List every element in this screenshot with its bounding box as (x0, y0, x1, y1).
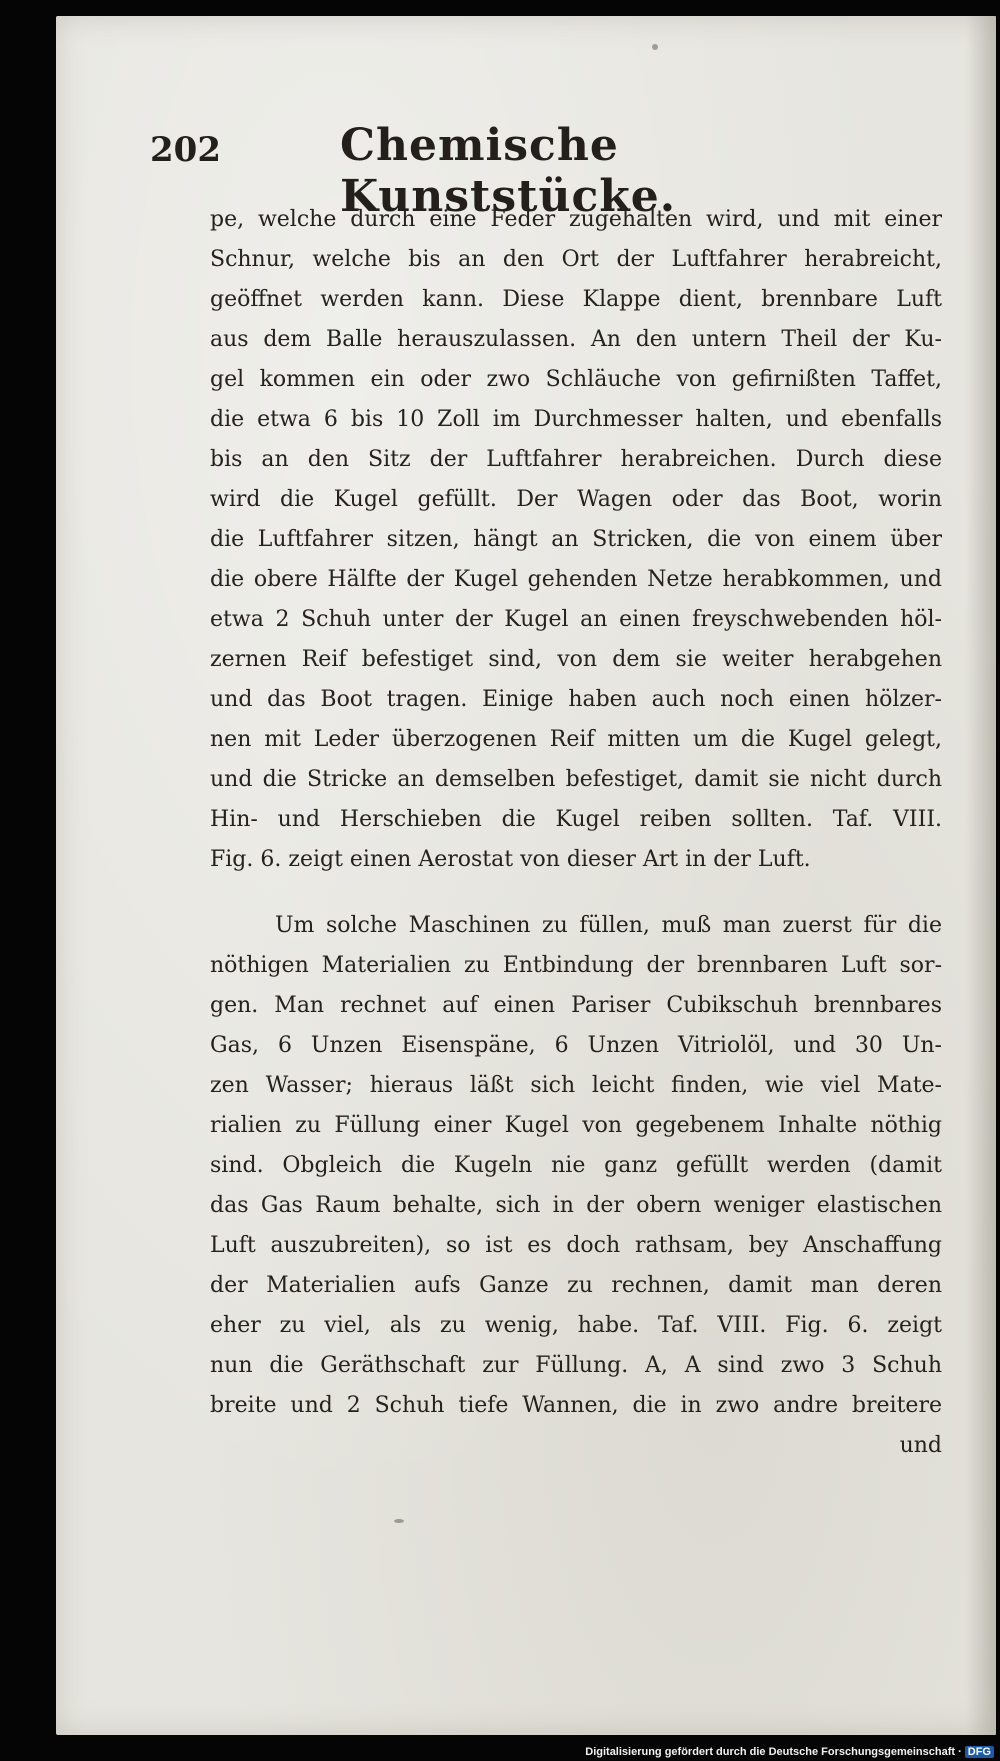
text-line: sind. Obgleich die Kugeln nie ganz gefüllt werden (damit (210, 1153, 942, 1178)
text-line: nöthigen Materialien zu Entbindung der brennbaren Luft sor- (210, 953, 942, 978)
text-line: zernen Reif befestiget sind, von dem sie weiter herabgehen (210, 647, 942, 672)
text-line: Fig. 6. zeigt einen Aerostat von dieser Art in der Luft. (210, 847, 811, 872)
text-line: und die Stricke an demselben befestiget, damit sie nicht durch (210, 767, 942, 792)
text-line: gel kommen ein oder zwo Schläuche von gefirnißten Taffet, (210, 367, 942, 392)
text-line: der Materialien aufs Ganze zu rechnen, damit man deren (210, 1273, 942, 1298)
text-line: zen Wasser; hieraus läßt sich leicht finden, wie viel Mate- (210, 1073, 942, 1098)
running-title: Chemische Kunststücke. (340, 120, 677, 222)
ink-speck (652, 44, 658, 50)
text-line: Schnur, welche bis an den Ort der Luftfahrer herabreicht, (210, 247, 942, 272)
text-line: rialien zu Füllung einer Kugel von gegebenem Inhalte nöthig (210, 1113, 942, 1138)
text-line: das Gas Raum behalte, sich in der obern weniger elastischen (210, 1193, 942, 1218)
text-line: die obere Hälfte der Kugel gehenden Netze herabkommen, und (210, 567, 942, 592)
text-line: breite und 2 Schuh tiefe Wannen, die in zwo andre breitere (210, 1393, 942, 1418)
digitization-credit (585, 1746, 994, 1758)
page-number: 202 (150, 130, 221, 170)
paragraph (210, 906, 942, 1426)
text-line: Um solche Maschinen zu füllen, muß man zuerst für die (275, 913, 942, 938)
credit-text: Digitalisierung gefördert durch die Deutsche Forschungsgemeinschaft · (585, 1746, 962, 1758)
text-line: Gas, 6 Unzen Eisenspäne, 6 Unzen Vitriolöl, und 30 Un- (210, 1033, 942, 1058)
text-line: pe, welche durch eine Feder zugehalten wird, und mit einer (210, 207, 942, 232)
text-line: die Luftfahrer sitzen, hängt an Stricken, die von einem über (210, 527, 942, 552)
text-line: und das Boot tragen. Einige haben auch noch einen hölzer- (210, 687, 942, 712)
catchword: und (899, 1433, 942, 1458)
text-line: geöffnet werden kann. Diese Klappe dient, brennbare Luft (210, 287, 942, 312)
text-line: Hin- und Herschieben die Kugel reiben sollten. Taf. VIII. (210, 807, 942, 832)
text-line: eher zu viel, als zu wenig, habe. Taf. VIII. Fig. 6. zeigt (210, 1313, 942, 1338)
running-head (150, 120, 790, 222)
text-line: bis an den Sitz der Luftfahrer herabreichen. Durch diese (210, 447, 942, 472)
text-line: die etwa 6 bis 10 Zoll im Durchmesser halten, und ebenfalls (210, 407, 942, 432)
body-text (210, 200, 942, 1466)
text-line: nen mit Leder überzogenen Reif mitten um die Kugel gelegt, (210, 727, 942, 752)
text-line: aus dem Balle herauszulassen. An den untern Theil der Ku- (210, 327, 942, 352)
ink-speck (394, 1519, 404, 1523)
text-line: wird die Kugel gefüllt. Der Wagen oder das Boot, worin (210, 487, 942, 512)
page-spine-shadow (966, 16, 996, 1735)
text-line: etwa 2 Schuh unter der Kugel an einen freyschwebenden höl- (210, 607, 942, 632)
text-line: Luft auszubreiten), so ist es doch rathsam, bey Anschaffung (210, 1233, 942, 1258)
dfg-logo-icon: DFG (965, 1746, 994, 1758)
text-line: nun die Geräthschaft zur Füllung. A, A sind zwo 3 Schuh (210, 1353, 942, 1378)
paragraph-gap (210, 880, 942, 906)
paragraph (210, 200, 942, 880)
text-line: gen. Man rechnet auf einen Pariser Cubikschuh brennbares (210, 993, 942, 1018)
